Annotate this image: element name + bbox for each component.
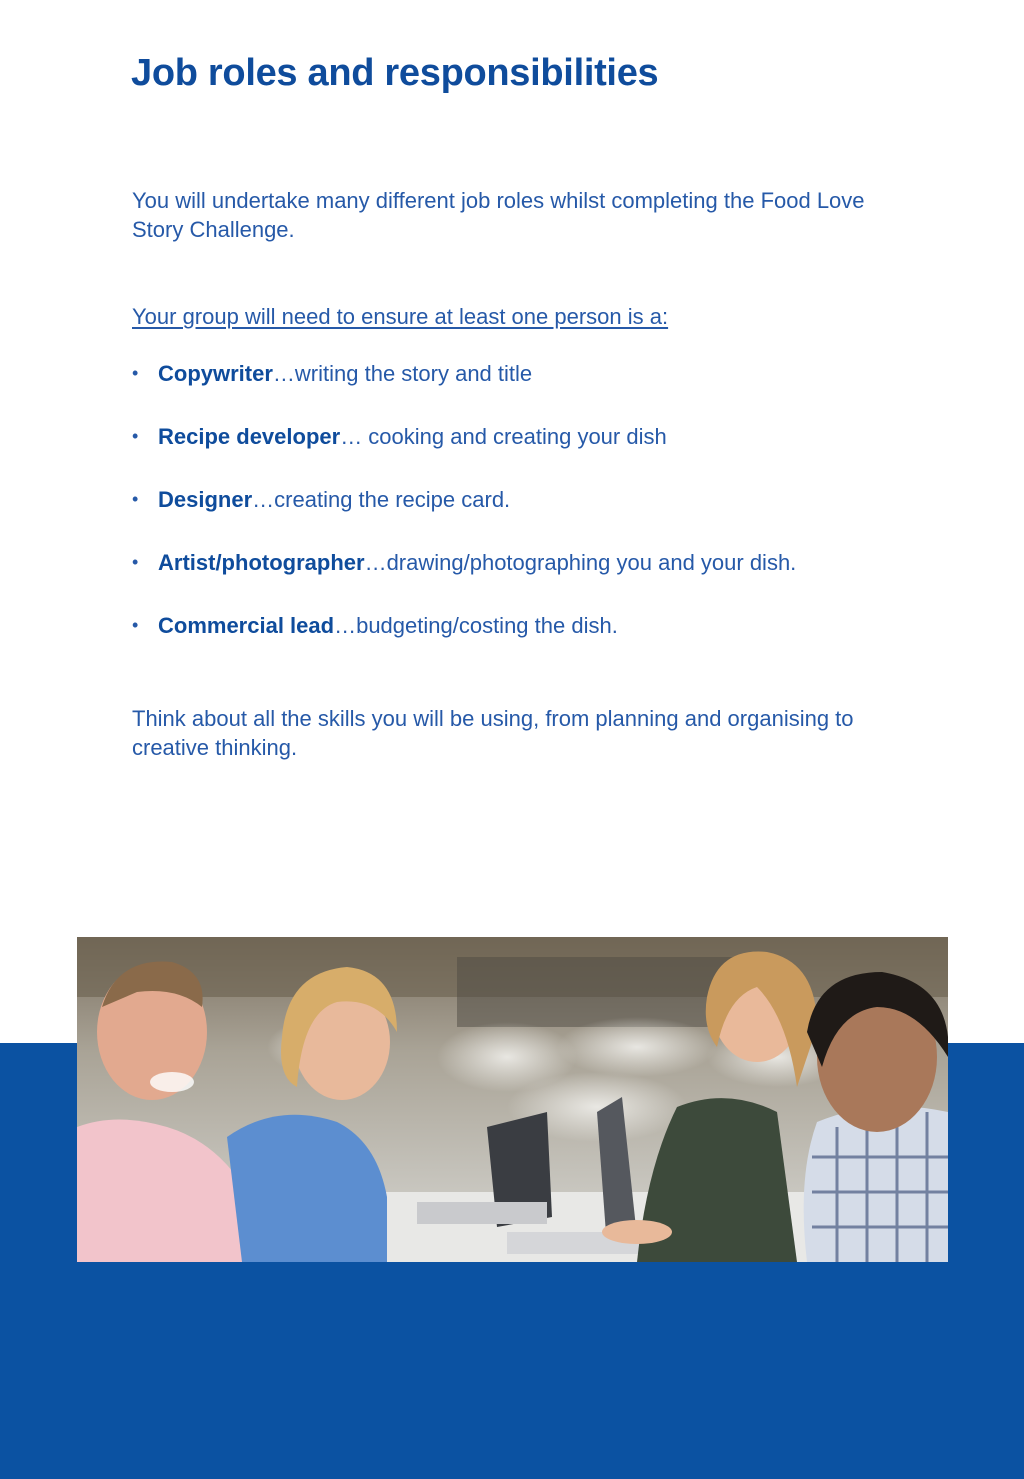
list-item-designer: [132, 485, 796, 548]
role-description: … cooking and creating your dish: [340, 424, 667, 449]
list-item-recipe-developer: [132, 422, 796, 485]
job-roles-list: [132, 359, 796, 674]
team-photo: [77, 937, 948, 1262]
list-item-artist-photographer: [132, 548, 796, 611]
bullet-dot-icon: •: [132, 615, 139, 635]
role-description: …budgeting/costing the dish.: [334, 613, 618, 638]
bullet-dot-icon: •: [132, 426, 139, 446]
bullet-dot-icon: •: [132, 552, 139, 572]
page-title: Job roles and responsibilities: [131, 52, 659, 94]
intro-paragraph: You will undertake many different job roles whilst completing the Food Love Story Challenge.: [132, 188, 865, 242]
bullet-dot-icon: •: [132, 363, 139, 383]
outro-paragraph: Think about all the skills you will be using, from planning and organising to creative thinking.: [132, 706, 854, 760]
role-name: Recipe developer: [158, 424, 341, 449]
role-name: Commercial lead: [158, 613, 335, 638]
role-description: …drawing/photographing you and your dish.: [364, 550, 797, 575]
role-description: …creating the recipe card.: [252, 487, 511, 512]
role-description: …writing the story and title: [272, 361, 533, 386]
team-photo-illustration: [77, 937, 948, 1262]
role-name: Copywriter: [158, 361, 273, 386]
role-name: Artist/photographer: [158, 550, 365, 575]
list-item-copywriter: [132, 359, 796, 422]
role-name: Designer: [158, 487, 253, 512]
bullet-dot-icon: •: [132, 489, 139, 509]
list-item-commercial-lead: [132, 611, 796, 674]
group-requirement-heading: Your group will need to ensure at least one person is a:: [132, 304, 669, 329]
